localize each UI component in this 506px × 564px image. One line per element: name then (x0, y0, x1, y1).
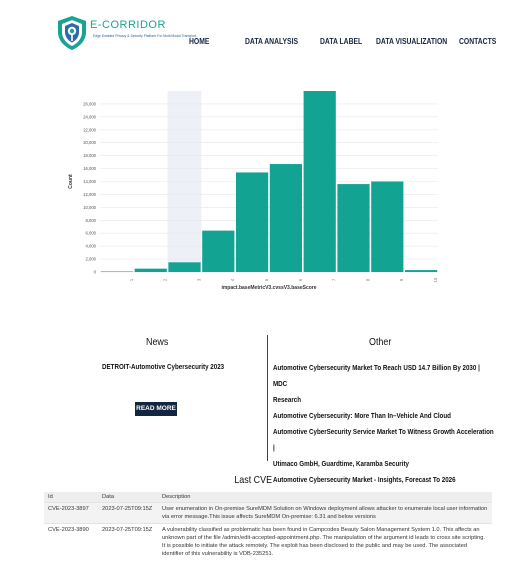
y-tick-label: 24,000 (83, 114, 96, 120)
y-tick-label: 0 (93, 269, 96, 275)
nav-data-analysis[interactable]: DATA ANALYSIS (245, 37, 299, 46)
cve-id: CVE-2023-3890 (44, 524, 98, 561)
last-cve-heading (0, 474, 506, 486)
table-row[interactable] (44, 524, 492, 561)
x-tick-label: 4 (230, 278, 236, 282)
cve-table (44, 492, 492, 560)
histogram-bar (202, 231, 234, 272)
logo-title: E-CORRIDOR (90, 19, 166, 31)
histogram-bar (236, 172, 268, 272)
histogram-bar (337, 184, 369, 272)
cve-date: 2023-07-25T09:15Z (98, 524, 158, 561)
x-tick-label: 2 (162, 278, 168, 282)
other-item[interactable]: Automotive Cybersecurity Market To Reach USD 14.7 Billion By 2030 | MDC (273, 363, 480, 388)
y-tick-label: 16,000 (83, 166, 96, 172)
table-row[interactable] (44, 503, 492, 524)
histogram-svg (64, 87, 444, 297)
cve-date: 2023-07-25T09:15Z (98, 503, 158, 524)
cve-description: A vulnerability classified as problematic has been found in Campcodes Beauty Salon Management System 1.0. This affects an unknown part of the file /admin/edit-accepted-appointment.php. The manipulation of the argument id leads to cross site scripting. It is possible to initiate the attack remotely. The exploit has been disclosed to the public and may be used. The associated identifier of this vulnerability is VDB-235251. (158, 524, 492, 561)
other-item[interactable]: Utimaco GmbH, Guardtime, Karamba Security (273, 459, 409, 468)
column-header-id: Id (44, 492, 98, 503)
y-tick-label: 8,000 (85, 217, 96, 223)
y-tick-label: 4,000 (85, 243, 96, 249)
other-item[interactable]: Research (273, 395, 302, 404)
histogram-bar (101, 271, 133, 272)
y-tick-label: 10,000 (83, 204, 96, 210)
nav-contacts[interactable]: CONTACTS (459, 37, 497, 46)
cve-description: User enumeration in On-premise SureMDM Solution on Windows deployment allows attacker to enumerate local user information via error message.This issue affects SureMDM On-premise: 6.31 and below versions (158, 503, 492, 524)
y-tick-label: 26,000 (83, 101, 96, 107)
other-item[interactable]: Automotive Cybersecurity: More Than In–Vehicle And Cloud (273, 411, 451, 420)
histogram-chart (64, 87, 444, 297)
histogram-bar (405, 270, 437, 272)
last-cve-heading-text: Last CVE (234, 474, 272, 486)
column-header-description: Description (158, 492, 492, 503)
site-header (0, 0, 506, 64)
cve-id: CVE-2023-3897 (44, 503, 98, 524)
y-tick-label: 20,000 (83, 140, 96, 146)
x-tick-label: 3 (196, 278, 202, 282)
histogram-bar (304, 91, 336, 272)
y-tick-label: 18,000 (83, 153, 96, 159)
y-tick-label: 2,000 (85, 256, 96, 262)
y-axis-label: Count (68, 174, 74, 189)
column-header-data: Data (98, 492, 158, 503)
other-item[interactable]: Automotive CyberSecurity Service Market To Witness Growth Acceleration | (273, 427, 494, 452)
news-heading: News (146, 336, 169, 348)
x-tick-label: 10 (433, 277, 438, 283)
news-item[interactable]: DETROIT-Automotive Cybersecurity 2023 (102, 362, 225, 371)
histogram-bar (168, 262, 200, 272)
x-tick-label: 7 (331, 278, 337, 282)
cve-table-header (44, 492, 492, 503)
main-nav (0, 37, 506, 49)
y-tick-label: 22,000 (83, 127, 96, 133)
nav-data-visualization[interactable]: DATA VISUALIZATION (376, 37, 448, 46)
section-divider (267, 335, 268, 461)
histogram-bar (270, 164, 302, 272)
other-heading: Other (369, 336, 392, 348)
x-tick-label: 6 (297, 278, 303, 282)
x-axis-label: impact.baseMetricV3.cvssV3.baseScore (221, 285, 317, 291)
other-list (273, 360, 503, 488)
x-tick-label: 8 (365, 278, 371, 282)
other-item[interactable]: Automotive Cybersecurity Market - Insights, Forecast To 2026 (273, 475, 456, 484)
nav-home[interactable]: HOME (189, 37, 210, 46)
histogram-bar (371, 182, 403, 273)
y-tick-label: 12,000 (83, 191, 96, 197)
x-tick-label: 1 (128, 278, 134, 282)
logo-subtitle: Edge Enabled Privacy & Security Platform For Multi Modal Transport (93, 34, 196, 38)
nav-data-label[interactable]: DATA LABEL (320, 37, 363, 46)
histogram-bar (135, 269, 167, 272)
y-tick-label: 6,000 (85, 230, 96, 236)
read-more-button[interactable]: READ MORE (135, 402, 177, 416)
y-tick-label: 14,000 (83, 179, 96, 184)
x-tick-label: 9 (399, 278, 405, 282)
x-tick-label: 5 (264, 278, 269, 282)
